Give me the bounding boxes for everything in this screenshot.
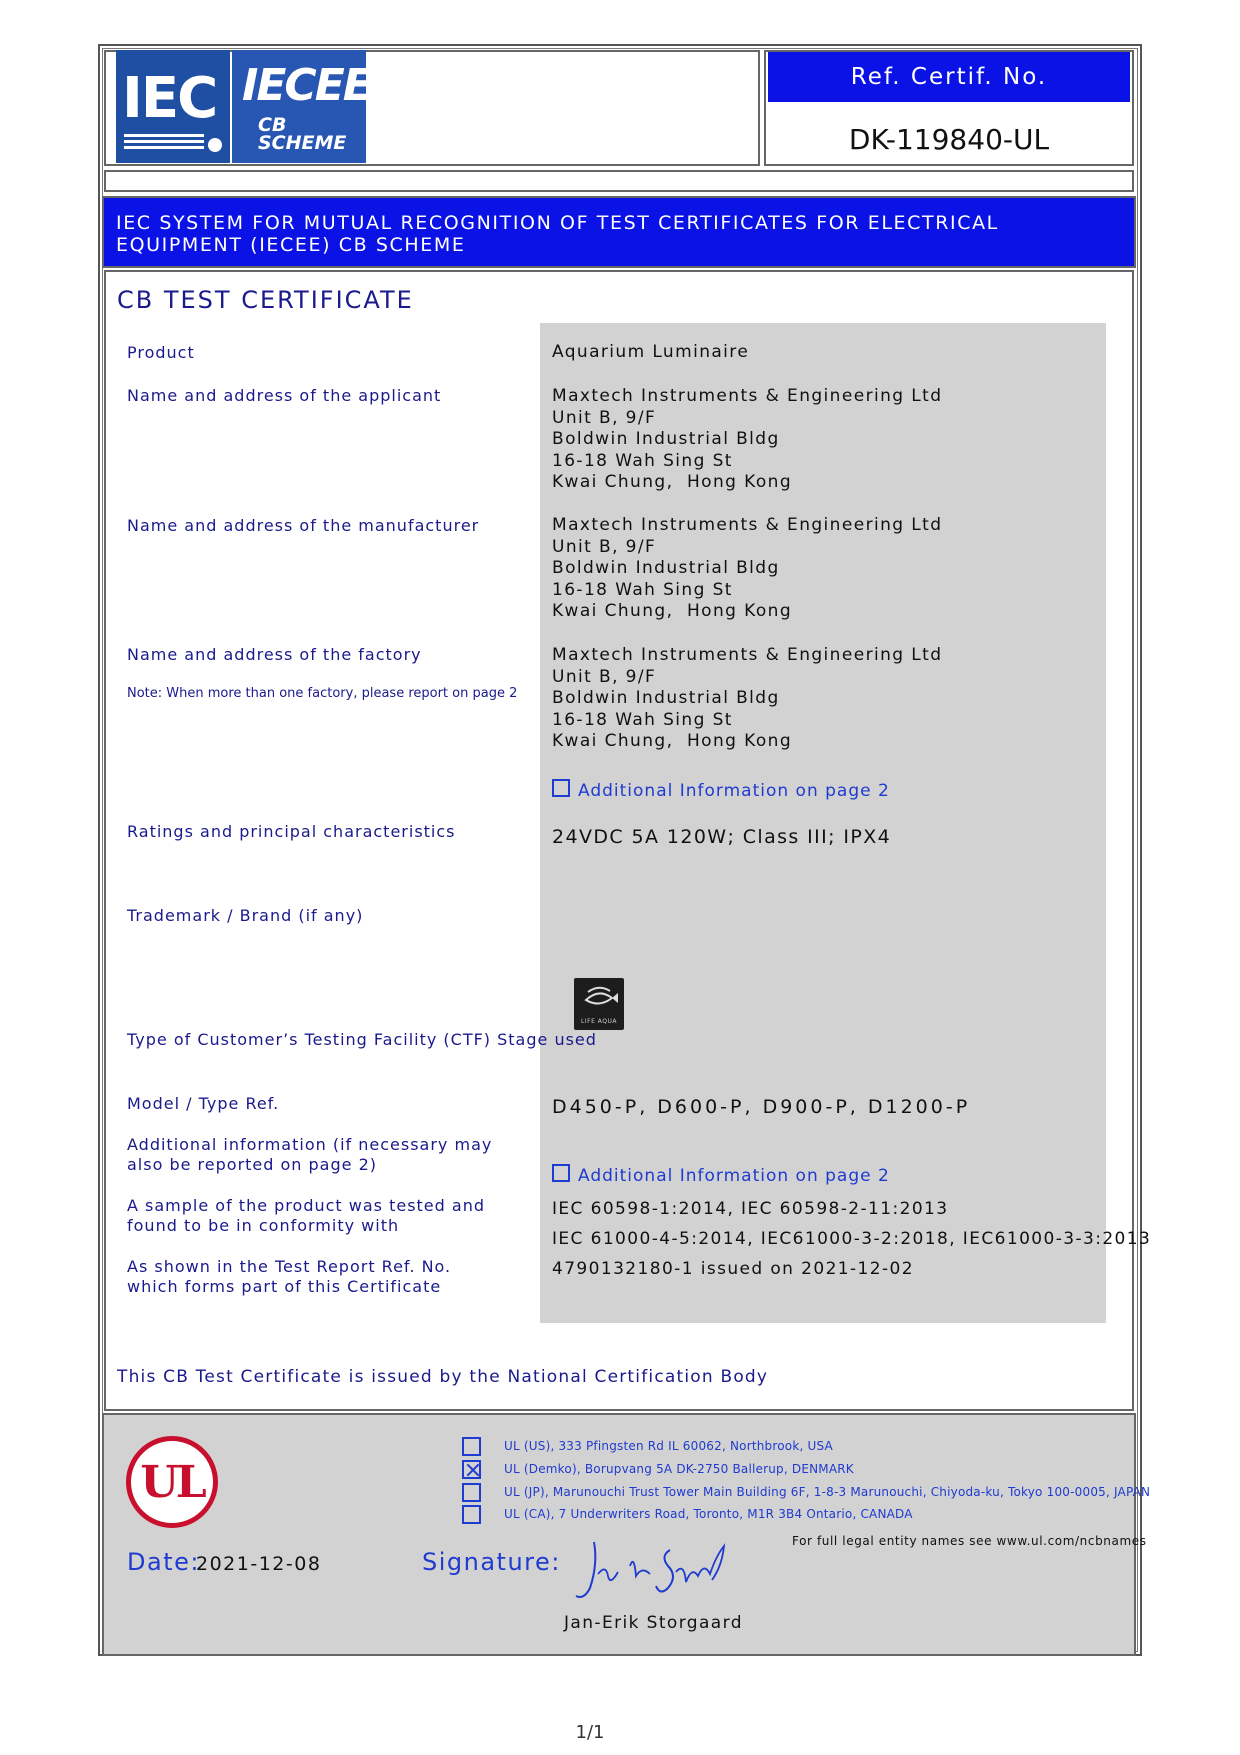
manufacturer-label: Name and address of the manufacturer xyxy=(127,516,480,535)
cb-logo-text: CB xyxy=(258,114,287,136)
ncb-option-text: UL (CA), 7 Underwriters Road, Toronto, M1R 3B4 Ontario, CANADA xyxy=(504,1507,913,1521)
iec-logo-dot xyxy=(208,138,222,152)
brand-logo-text: LIFE AQUA xyxy=(581,1018,617,1025)
product-value: Aquarium Luminaire xyxy=(552,342,750,362)
model-value: D450-P, D600-P, D900-P, D1200-P xyxy=(552,1096,971,1118)
ref-certificate-number: DK-119840-UL xyxy=(848,123,1050,156)
page-number: 1/1 xyxy=(575,1722,605,1743)
iec-logo-stripe xyxy=(124,140,204,143)
ncb-checkbox[interactable] xyxy=(462,1437,481,1456)
factory-value: Maxtech Instruments & Engineering Ltd Unit B, 9/F Boldwin Industrial Bldg 16-18 Wah Sing St Kwai Chung, Hong Kong xyxy=(552,645,943,751)
signer-name: Jan-Erik Storgaard xyxy=(564,1613,743,1633)
additional-info-checkbox[interactable] xyxy=(552,1164,570,1182)
ncb-checkbox[interactable] xyxy=(462,1505,481,1524)
scheme-title: IEC SYSTEM FOR MUTUAL RECOGNITION OF TEST CERTIFICATES FOR ELECTRICAL EQUIPMENT (IECEE) CB SCHEME xyxy=(116,212,999,256)
ratings-label: Ratings and principal characteristics xyxy=(127,822,456,841)
additional-info-text: Additional Information on page 2 xyxy=(578,1166,890,1186)
iec-logo-stripe xyxy=(124,146,204,149)
scheme-logo-text: SCHEME xyxy=(258,132,347,154)
iec-logo xyxy=(116,50,230,163)
header-spacer xyxy=(104,170,1134,192)
factory-additional-checkbox[interactable] xyxy=(552,779,570,797)
ref-certificate-label: Ref. Certif. No. xyxy=(768,52,1130,102)
additional-info[interactable] xyxy=(552,1164,890,1187)
iec-logo-text: IEC xyxy=(122,66,217,131)
standards-line-1: IEC 60598-1:2014, IEC 60598-2-11:2013 xyxy=(552,1199,949,1219)
applicant-label: Name and address of the applicant xyxy=(127,386,442,405)
manufacturer-value: Maxtech Instruments & Engineering Ltd Unit B, 9/F Boldwin Industrial Bldg 16-18 Wah Sing St Kwai Chung, Hong Kong xyxy=(552,515,943,621)
ncb-option-text: UL (JP), Marunouchi Trust Tower Main Building 6F, 1-8-3 Marunouchi, Chiyoda-ku, Tokyo 100-0005, JAPAN xyxy=(504,1485,1151,1499)
brand-logo xyxy=(574,978,624,1030)
handwritten-signature xyxy=(572,1536,742,1608)
factory-additional-info[interactable] xyxy=(552,779,890,802)
ncb-checkbox-checked[interactable] xyxy=(462,1460,481,1479)
signature-label: Signature: xyxy=(422,1548,561,1576)
factory-note: Note: When more than one factory, please report on page 2 xyxy=(127,686,518,701)
ul-logo-text: UL xyxy=(140,1457,204,1508)
model-label: Model / Type Ref. xyxy=(127,1094,280,1113)
ncb-option-text: UL (Demko), Borupvang 5A DK-2750 Ballerup, DENMARK xyxy=(504,1462,854,1476)
trademark-label: Trademark / Brand (if any) xyxy=(127,906,364,925)
standards-line-2: IEC 61000-4-5:2014, IEC61000-3-2:2018, IEC61000-3-3:2013 xyxy=(552,1229,1152,1249)
ctf-label: Type of Customer’s Testing Facility (CTF) Stage used xyxy=(127,1030,597,1049)
applicant-value: Maxtech Instruments & Engineering Ltd Unit B, 9/F Boldwin Industrial Bldg 16-18 Wah Sing St Kwai Chung, Hong Kong xyxy=(552,386,943,492)
ncb-checkbox[interactable] xyxy=(462,1483,481,1502)
additional-info-label: Additional information (if necessary may also be reported on page 2) xyxy=(127,1135,493,1174)
iecee-logo-text: IECEE xyxy=(242,60,371,111)
product-label: Product xyxy=(127,343,195,362)
date-label: Date: xyxy=(127,1548,200,1576)
date-value: 2021-12-08 xyxy=(196,1553,322,1575)
iec-logo-stripe xyxy=(124,134,204,137)
legal-entity-note: For full legal entity names see www.ul.com/ncbnames xyxy=(792,1534,1147,1548)
ratings-value: 24VDC 5A 120W; Class III; IPX4 xyxy=(552,826,892,848)
ncb-option-text: UL (US), 333 Pfingsten Rd IL 60062, Northbrook, USA xyxy=(504,1439,833,1453)
test-report-label: As shown in the Test Report Ref. No. which forms part of this Certificate xyxy=(127,1257,452,1296)
test-report-value: 4790132180-1 issued on 2021-12-02 xyxy=(552,1259,914,1279)
certificate-title: CB TEST CERTIFICATE xyxy=(117,286,414,314)
factory-label: Name and address of the factory xyxy=(127,645,422,664)
iecee-cb-scheme-logo xyxy=(232,50,371,163)
factory-additional-text: Additional Information on page 2 xyxy=(578,781,890,801)
issued-by-statement: This CB Test Certificate is issued by the National Certification Body xyxy=(117,1367,769,1387)
sample-conformity-label: A sample of the product was tested and found to be in conformity with xyxy=(127,1196,485,1235)
ul-logo xyxy=(126,1436,218,1528)
fish-icon xyxy=(574,978,624,1016)
